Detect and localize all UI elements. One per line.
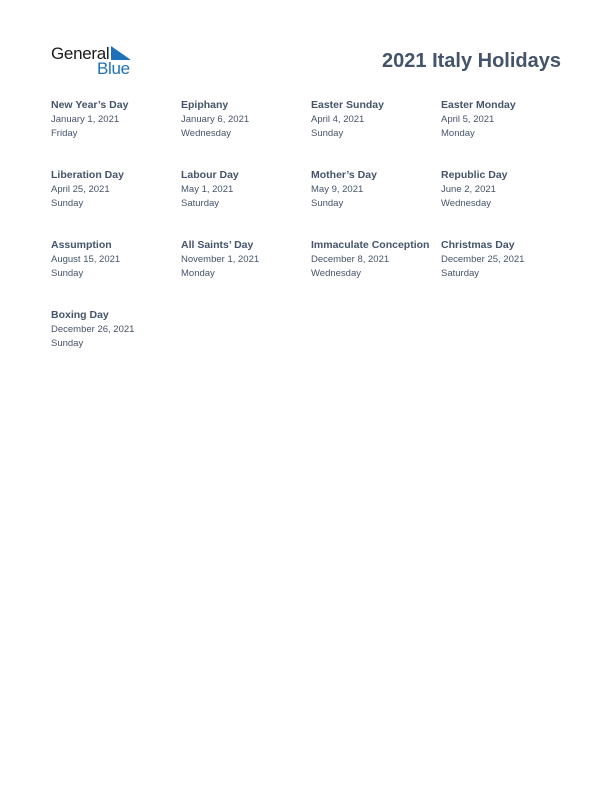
brand-word-blue: Blue xyxy=(97,59,130,78)
holiday-name: Epiphany xyxy=(181,99,229,111)
holiday-name: Christmas Day xyxy=(441,239,515,251)
holiday-weekday: Sunday xyxy=(51,267,84,279)
holiday-name: Labour Day xyxy=(181,169,239,181)
holiday-date: April 5, 2021 xyxy=(441,113,495,125)
brand-word-general: General xyxy=(51,44,110,63)
holiday-item xyxy=(181,98,311,168)
holiday-date: December 25, 2021 xyxy=(441,253,525,265)
holiday-date: April 25, 2021 xyxy=(51,183,110,195)
brand-logo xyxy=(51,44,133,78)
holiday-date: December 26, 2021 xyxy=(51,323,135,335)
holiday-grid xyxy=(51,98,571,378)
holiday-item xyxy=(311,168,441,238)
holiday-name: Easter Monday xyxy=(441,99,516,111)
holiday-date: December 8, 2021 xyxy=(311,253,390,265)
holiday-date: August 15, 2021 xyxy=(51,253,121,265)
holiday-weekday: Sunday xyxy=(311,197,344,209)
holiday-item xyxy=(441,98,571,168)
holiday-weekday: Sunday xyxy=(51,197,84,209)
holiday-item xyxy=(311,238,441,308)
holiday-name: Mother’s Day xyxy=(311,169,377,181)
holiday-weekday: Saturday xyxy=(441,267,480,279)
holiday-item xyxy=(51,238,181,308)
holiday-item xyxy=(51,98,181,168)
holiday-date: May 9, 2021 xyxy=(311,183,364,195)
holiday-weekday: Wednesday xyxy=(441,197,491,209)
holiday-name: Immaculate Conception xyxy=(311,239,430,251)
holiday-item xyxy=(51,308,181,378)
holiday-item xyxy=(311,98,441,168)
page-title: 2021 Italy Holidays xyxy=(382,50,561,72)
holiday-name: Republic Day xyxy=(441,169,508,181)
holiday-item xyxy=(51,168,181,238)
holiday-date: January 6, 2021 xyxy=(181,113,250,125)
holiday-name: Assumption xyxy=(51,239,112,251)
holiday-weekday: Friday xyxy=(51,127,78,139)
holiday-date: May 1, 2021 xyxy=(181,183,234,195)
brand-triangle-icon xyxy=(111,46,131,60)
holiday-name: Easter Sunday xyxy=(311,99,384,111)
holiday-date: November 1, 2021 xyxy=(181,253,260,265)
holiday-name: New Year’s Day xyxy=(51,99,129,111)
holiday-item xyxy=(181,168,311,238)
holiday-weekday: Wednesday xyxy=(311,267,361,279)
holiday-item xyxy=(441,238,571,308)
holiday-weekday: Sunday xyxy=(311,127,344,139)
holiday-weekday: Monday xyxy=(441,127,475,139)
holiday-date: April 4, 2021 xyxy=(311,113,365,125)
holiday-weekday: Sunday xyxy=(51,337,84,349)
holiday-name: Liberation Day xyxy=(51,169,124,181)
holiday-date: June 2, 2021 xyxy=(441,183,496,195)
holiday-weekday: Monday xyxy=(181,267,215,279)
holiday-item xyxy=(441,168,571,238)
holiday-weekday: Wednesday xyxy=(181,127,231,139)
holiday-name: All Saints’ Day xyxy=(181,239,254,251)
holiday-name: Boxing Day xyxy=(51,309,109,321)
holiday-item xyxy=(181,238,311,308)
holiday-weekday: Saturday xyxy=(181,197,220,209)
holiday-date: January 1, 2021 xyxy=(51,113,120,125)
